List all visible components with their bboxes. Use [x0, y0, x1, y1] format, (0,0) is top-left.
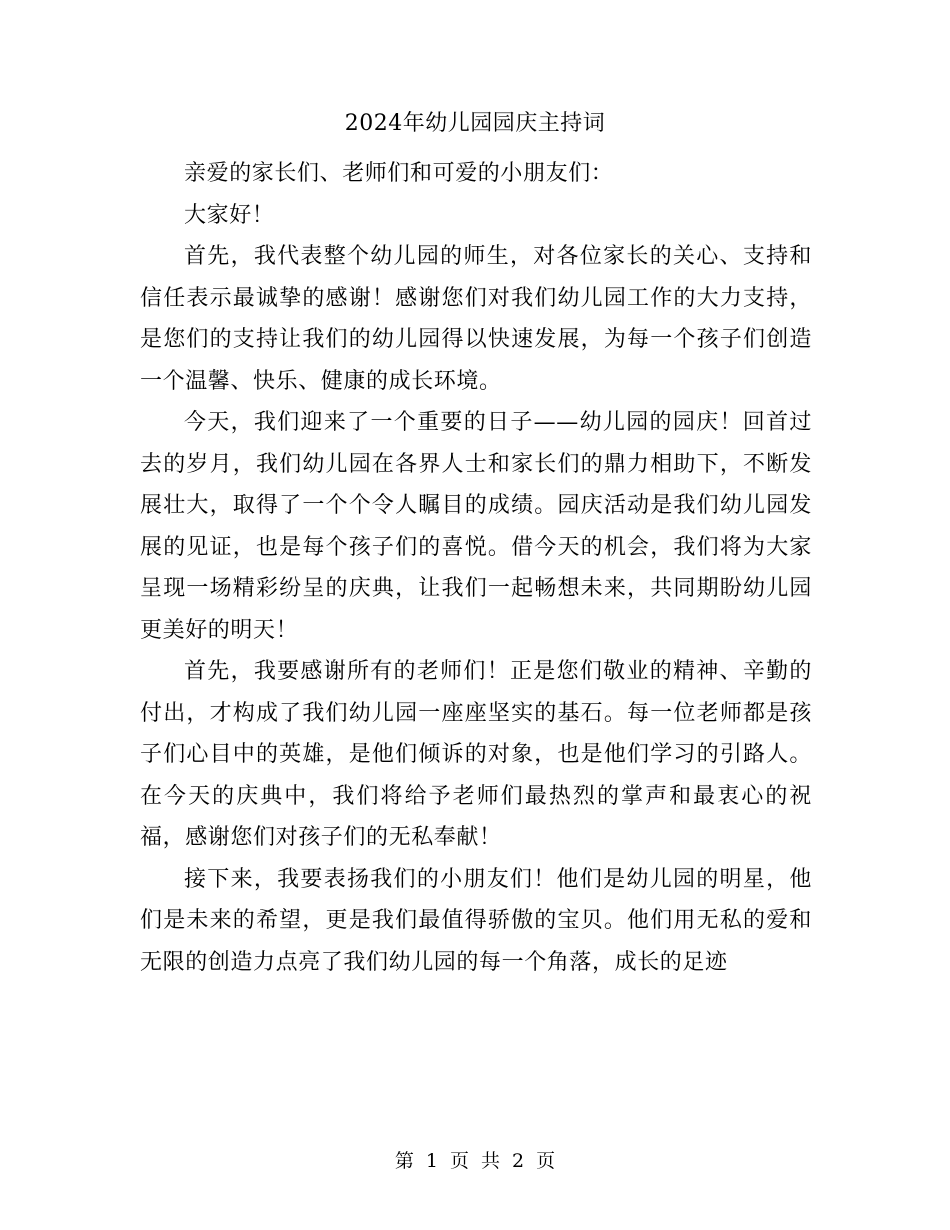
salutation-paragraph: 亲爱的家长们、老师们和可爱的小朋友们： [184, 161, 614, 186]
anniversary-paragraph: 今天，我们迎来了一个重要的日子——幼儿园的园庆！回首过去的岁月，我们幼儿园在各界人士和家长们的鼎力相助下，不断发展壮大，取得了一个个令人瞩目的成绩。园庆活动是我们幼儿园发展的见证，也是每个孩子们的喜悦。借今天的机会，我们将为大家呈现一场精彩纷呈的庆典，让我们一起畅想未来，共同期盼幼儿园更美好的明天！ [140, 410, 812, 643]
document-title: 2024年幼儿园园庆主持词 [344, 111, 606, 136]
thanks-parents-paragraph: 首先，我代表整个幼儿园的师生，对各位家长的关心、支持和信任表示最诚挚的感谢！感谢您们对我们幼儿园工作的大力支持，是您们的支持让我们的幼儿园得以快速发展，为每一个孩子们创造一个温馨、快乐、健康的成长环境。 [140, 244, 812, 394]
page-number-footer: 第 1 页 共 2 页 [394, 1150, 556, 1172]
document-body [140, 153, 812, 983]
greeting-paragraph: 大家好！ [184, 202, 275, 228]
praise-children-paragraph: 接下来，我要表扬我们的小朋友们！他们是幼儿园的明星，他们是未来的希望，更是我们最值得骄傲的宝贝。他们用无私的爱和无限的创造力点亮了我们幼儿园的每一个角落，成长的足迹 [140, 866, 812, 975]
thanks-teachers-paragraph: 首先，我要感谢所有的老师们！正是您们敬业的精神、辛勤的付出，才构成了我们幼儿园一座座坚实的基石。每一位老师都是孩子们心目中的英雄，是他们倾诉的对象，也是他们学习的引路人。在今天的庆典中，我们将给予老师们最热烈的掌声和最衷心的祝福，感谢您们对孩子们的无私奉献！ [140, 659, 812, 850]
